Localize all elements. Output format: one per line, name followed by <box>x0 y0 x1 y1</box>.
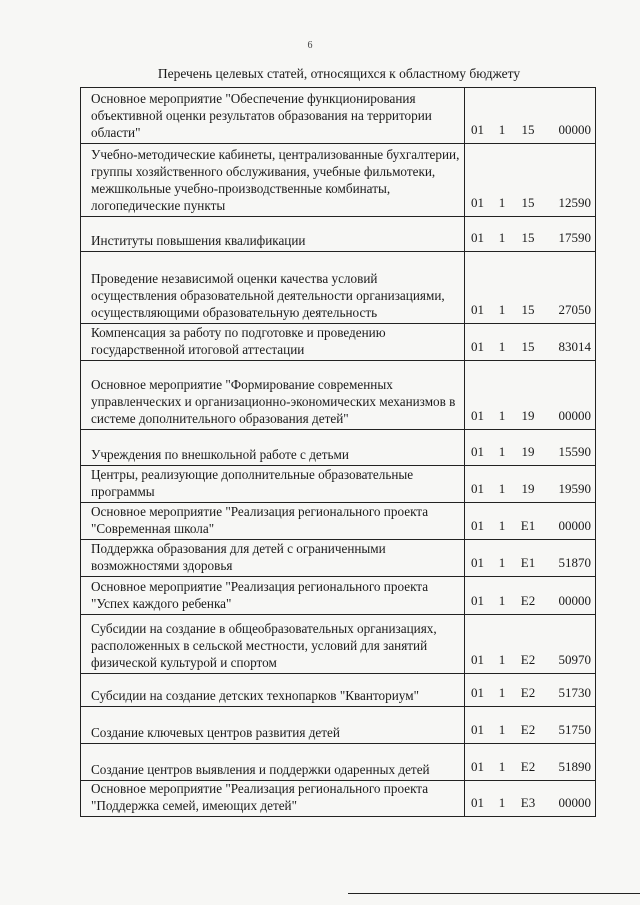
code-subprogram: 1 <box>498 593 506 608</box>
code-direction: 00000 <box>558 122 591 137</box>
code-direction: 00000 <box>558 795 591 810</box>
code-event: 15 <box>521 339 535 354</box>
row-code <box>465 781 596 816</box>
table-row <box>81 781 596 817</box>
code-direction: 51730 <box>558 685 591 700</box>
code-subprogram: 1 <box>498 408 506 423</box>
code-program: 01 <box>471 593 484 608</box>
code-subprogram: 1 <box>498 555 506 570</box>
row-code <box>465 361 596 429</box>
code-program: 01 <box>471 518 484 533</box>
code-direction: 19590 <box>558 481 591 496</box>
code-event: E1 <box>520 518 536 533</box>
code-event: 19 <box>521 481 535 496</box>
code-program: 01 <box>471 555 484 570</box>
row-name: Основное мероприятие "Формирование современных управленческих и организационно-экономических механизмов в системе дополнительного образования детей" <box>81 361 465 429</box>
row-name: Субсидии на создание детских технопарков "Кванториум" <box>81 674 465 706</box>
row-code <box>465 430 596 465</box>
table-row <box>81 88 596 144</box>
row-code <box>465 674 596 706</box>
code-direction: 15590 <box>558 444 591 459</box>
code-event: E3 <box>520 795 536 810</box>
code-program: 01 <box>471 685 484 700</box>
code-subprogram: 1 <box>498 339 506 354</box>
code-event: E2 <box>520 722 536 737</box>
code-direction: 51870 <box>558 555 591 570</box>
code-program: 01 <box>471 481 484 496</box>
code-event: E1 <box>520 555 536 570</box>
code-program: 01 <box>471 122 484 137</box>
table-row <box>81 144 596 217</box>
code-event: 19 <box>521 408 535 423</box>
code-direction: 00000 <box>558 518 591 533</box>
page-number: 6 <box>307 40 313 51</box>
table-row <box>81 744 596 781</box>
table-row <box>81 707 596 744</box>
code-direction: 51890 <box>558 759 591 774</box>
code-direction: 00000 <box>558 593 591 608</box>
code-event: 15 <box>521 122 535 137</box>
row-code <box>465 503 596 539</box>
code-event: 15 <box>521 195 535 210</box>
row-code <box>465 466 596 502</box>
table-row <box>81 577 596 615</box>
code-program: 01 <box>471 759 484 774</box>
code-program: 01 <box>471 444 484 459</box>
row-code <box>465 540 596 576</box>
table-row <box>81 540 596 577</box>
code-program: 01 <box>471 652 484 667</box>
table-row <box>81 217 596 252</box>
code-subprogram: 1 <box>498 652 506 667</box>
row-name: Основное мероприятие "Реализация регионального проекта "Современная школа" <box>81 503 465 539</box>
row-code <box>465 615 596 673</box>
row-name: Субсидии на создание в общеобразовательных организациях, расположенных в сельской местности, условий для занятий физической культурой и спортом <box>81 615 465 673</box>
table-row <box>81 361 596 430</box>
code-event: E2 <box>520 759 536 774</box>
code-subprogram: 1 <box>498 795 506 810</box>
code-subprogram: 1 <box>498 685 506 700</box>
row-name: Основное мероприятие "Обеспечение функционирования объективной оценки результатов образования на территории области" <box>81 88 465 143</box>
code-event: E2 <box>520 593 536 608</box>
page-title: Перечень целевых статей, относящихся к областному бюджету <box>157 66 521 81</box>
code-event: 15 <box>521 302 535 317</box>
code-program: 01 <box>471 230 484 245</box>
row-code <box>465 217 596 251</box>
code-subprogram: 1 <box>498 444 506 459</box>
row-name: Поддержка образования для детей с ограниченными возможностями здоровья <box>81 540 465 576</box>
row-name: Центры, реализующие дополнительные образовательные программы <box>81 466 465 502</box>
code-program: 01 <box>471 408 484 423</box>
row-code <box>465 744 596 780</box>
code-event: E2 <box>520 652 536 667</box>
code-program: 01 <box>471 722 484 737</box>
row-name: Учреждения по внешкольной работе с детьми <box>81 430 465 465</box>
code-subprogram: 1 <box>498 481 506 496</box>
row-name: Создание ключевых центров развития детей <box>81 707 465 743</box>
row-code <box>465 707 596 743</box>
code-subprogram: 1 <box>498 759 506 774</box>
code-direction: 17590 <box>558 230 591 245</box>
code-direction: 27050 <box>558 302 591 317</box>
target-articles-table <box>80 87 596 817</box>
code-subprogram: 1 <box>498 230 506 245</box>
code-subprogram: 1 <box>498 518 506 533</box>
code-direction: 51750 <box>558 722 591 737</box>
row-code <box>465 88 596 143</box>
row-code <box>465 577 596 614</box>
table-row <box>81 430 596 466</box>
code-subprogram: 1 <box>498 195 506 210</box>
code-program: 01 <box>471 302 484 317</box>
code-program: 01 <box>471 195 484 210</box>
table-row <box>81 466 596 503</box>
code-event: 15 <box>521 230 535 245</box>
code-direction: 83014 <box>558 339 591 354</box>
table-row <box>81 674 596 707</box>
row-name: Проведение независимой оценки качества условий осуществления образовательной деятельности организациями, осуществляющими образовательную деятельность <box>81 252 465 323</box>
row-name: Основное мероприятие "Реализация регионального проекта "Успех каждого ребенка" <box>81 577 465 614</box>
footer-divider <box>348 893 640 894</box>
table-row <box>81 324 596 361</box>
code-direction: 12590 <box>558 195 591 210</box>
table-row <box>81 252 596 324</box>
row-name: Основное мероприятие "Реализация регионального проекта "Поддержка семей, имеющих детей" <box>81 781 465 816</box>
code-program: 01 <box>471 795 484 810</box>
row-name: Компенсация за работу по подготовке и проведению государственной итоговой аттестации <box>81 324 465 360</box>
code-subprogram: 1 <box>498 722 506 737</box>
table-row <box>81 503 596 540</box>
row-code <box>465 144 596 216</box>
code-direction: 50970 <box>558 652 591 667</box>
code-direction: 00000 <box>558 408 591 423</box>
row-name: Учебно-методические кабинеты, централизованные бухгалтерии, группы хозяйственного обслуживания, учебные фильмотеки, межшкольные учебно-производственные комбинаты, логопедические пункты <box>81 144 465 216</box>
code-event: 19 <box>521 444 535 459</box>
code-program: 01 <box>471 339 484 354</box>
row-code <box>465 252 596 323</box>
code-subprogram: 1 <box>498 302 506 317</box>
table-row <box>81 615 596 674</box>
code-subprogram: 1 <box>498 122 506 137</box>
row-code <box>465 324 596 360</box>
row-name: Создание центров выявления и поддержки одаренных детей <box>81 744 465 780</box>
row-name: Институты повышения квалификации <box>81 217 465 251</box>
code-event: E2 <box>520 685 536 700</box>
